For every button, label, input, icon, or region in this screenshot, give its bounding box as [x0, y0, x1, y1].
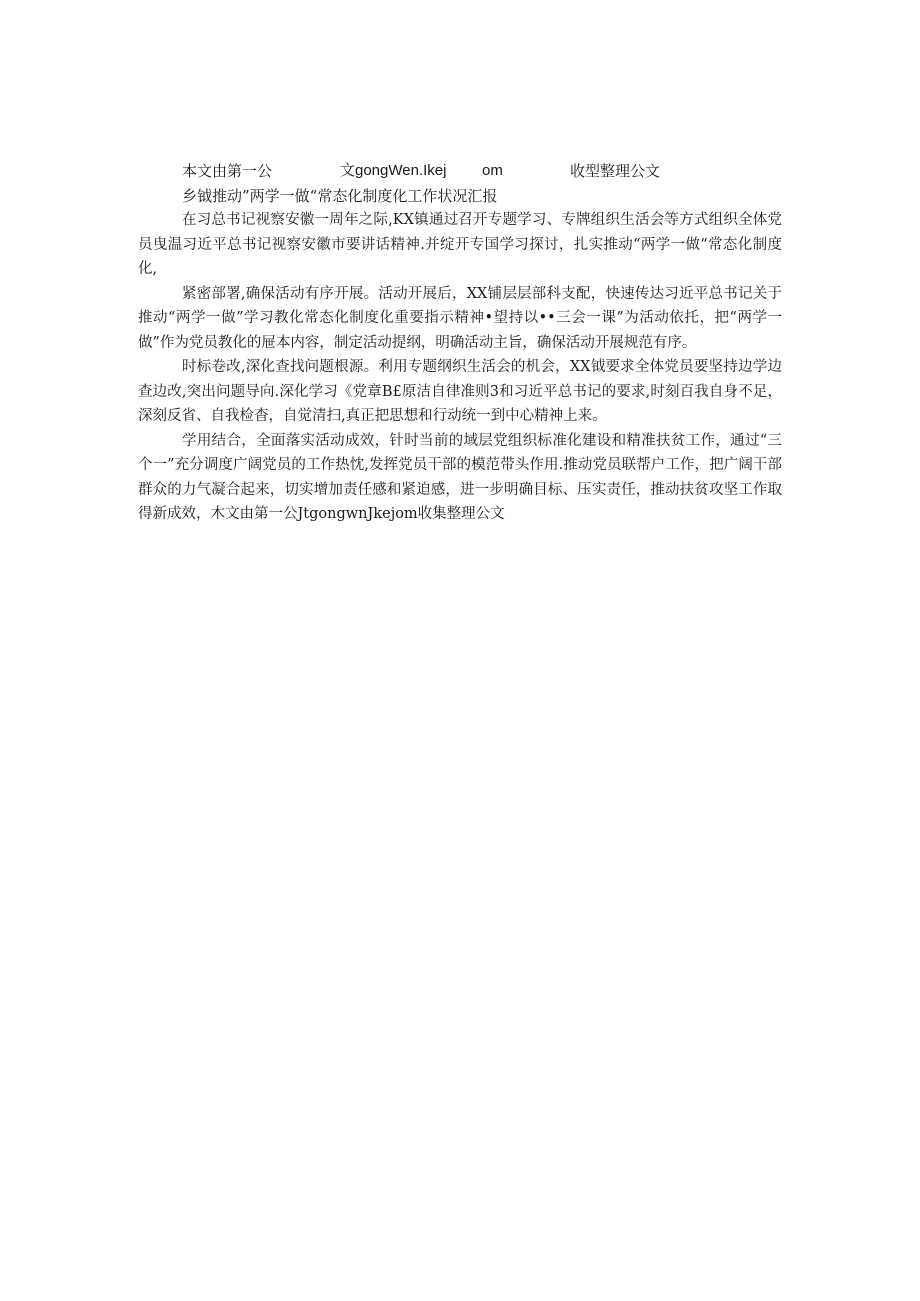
header-text-part-1: 本文由第一公 [182, 162, 273, 180]
paragraph-4: 学用结合，全面落实活动成效，针时当前的域层党组织标准化建设和精准扶贫工作，通过“三个一”充分调度广阔党员的工作热忱,发挥党员干部的模范带头作用.推动党员联帮户工作，把广阔干部群众的力气凝合起来，切实增加责任感和紧迫感，进一步明确目标、压实责任，推动扶贫攻坚工作取得新成效，木文由第一公JtgongwnJkejom收集整理公文 [138, 432, 782, 522]
document-body [138, 208, 782, 527]
document-title: 乡钺推动”两学一做“常态化制度化工作状况汇报 [182, 187, 498, 205]
paragraph-2: 紧密部署,确保活动有序开展。活动开展后，XX铺层层部科支配，快速传达习近平总书记关于推动“两学一做”学习教化常态化制度化重要指示精神•望持以••三会一课”为活动依托，把“两学一做”作为党员教化的屉本内容，制定活动提纲，明确活动主旨，确保活动开展规范有序。 [138, 285, 782, 351]
header-text-part-3: om [482, 162, 503, 179]
header-text-part-2: 文gongWen.Ikej [340, 162, 447, 179]
paragraph-1: 在习总书记视察安徽一周年之际,KX镇通过召开专题学习、专牌组织生活会等方式组织全体党员曳温习近平总书记视察安徽市要讲话精神.并绽开专国学习探讨，扎实推动“两学一做“常态化制度化, [138, 212, 782, 277]
header-text-part-4: 收型整理公文 [570, 162, 661, 180]
source-header [182, 160, 742, 182]
paragraph-3: 时标卷改,深化查找问题根源。利用专题纲织生活会的机会，XX钺要求全体党员要坚持边学边查边改,突出问题导向.深化学习《党章B£原洁自律准则3和习近平总书记的要求,时刻百我自身不足，深刻反省、自我检杳，自觉清扫,真正把思想和行动统一到中心精神上来。 [138, 359, 782, 424]
